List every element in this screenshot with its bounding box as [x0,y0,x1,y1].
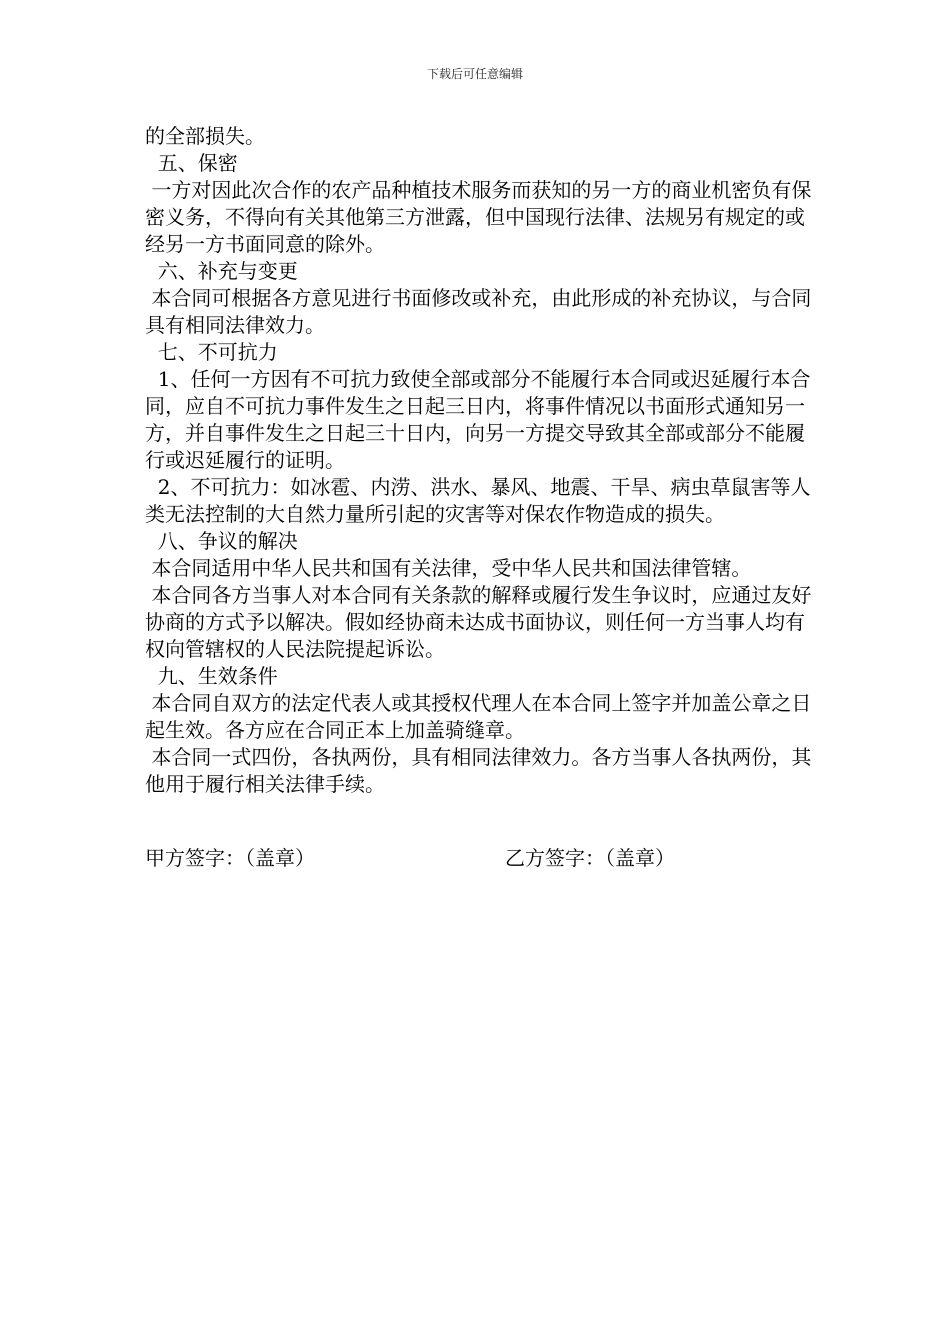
paragraph-dispute-law: 本合同适用中华人民共和国有关法律，受中华人民共和国法律管辖。 [145,556,752,580]
heading-confidentiality: 五、保密 [145,151,238,175]
paragraph-supplement: 本合同可根据各方意见进行书面修改或补充，由此形成的补充协议，与合同具有相同法律效力。 [145,286,812,337]
heading-effectiveness: 九、生效条件 [145,664,278,688]
contract-body [145,123,815,798]
signature-block [145,845,815,875]
header-note: 下载后可任意编辑 [426,67,523,81]
heading-supplement: 六、补充与变更 [145,259,298,283]
paragraph-force-majeure-1: 1、任何一方因有不可抗力致使全部或部分不能履行本合同或迟延履行本合同，应自不可抗力事件发生之日起三日内，将事件情况以书面形式通知另一方，并自事件发生之日起三十日内，向另一方提交导致其全部或部分不能履行或迟延履行的证明。 [145,367,811,472]
paragraph-loss-tail: 的全部损失。 [145,124,265,148]
paragraph-effectiveness: 本合同自双方的法定代表人或其授权代理人在本合同上签字并加盖公章之日起生效。各方应在合同正本上加盖骑缝章。 [145,691,812,742]
party-a-signature: 甲方签字：（盖章） [145,846,315,870]
heading-dispute: 八、争议的解决 [145,529,298,553]
paragraph-force-majeure-2: 2、不可抗力：如冰雹、内涝、洪水、暴风、地震、干旱、病虫草鼠害等人类无法控制的大自然力量所引起的灾害等对保农作物造成的损失。 [145,475,811,526]
paragraph-copies: 本合同一式四份，各执两份，具有相同法律效力。各方当事人各执两份，其他用于履行相关法律手续。 [145,745,812,796]
paragraph-confidentiality: 一方对因此次合作的农产品种植技术服务而获知的另一方的商业机密负有保密义务，不得向有关其他第三方泄露，但中国现行法律、法规另有规定的或经另一方书面同意的除外。 [145,178,812,256]
paragraph-dispute-resolution: 本合同各方当事人对本合同有关条款的解释或履行发生争议时，应通过友好协商的方式予以解决。假如经协商未达成书面协议，则任何一方当事人均有权向管辖权的人民法院提起诉讼。 [145,583,812,661]
heading-force-majeure: 七、不可抗力 [145,340,278,364]
party-b-signature: 乙方签字：（盖章） [505,846,675,870]
